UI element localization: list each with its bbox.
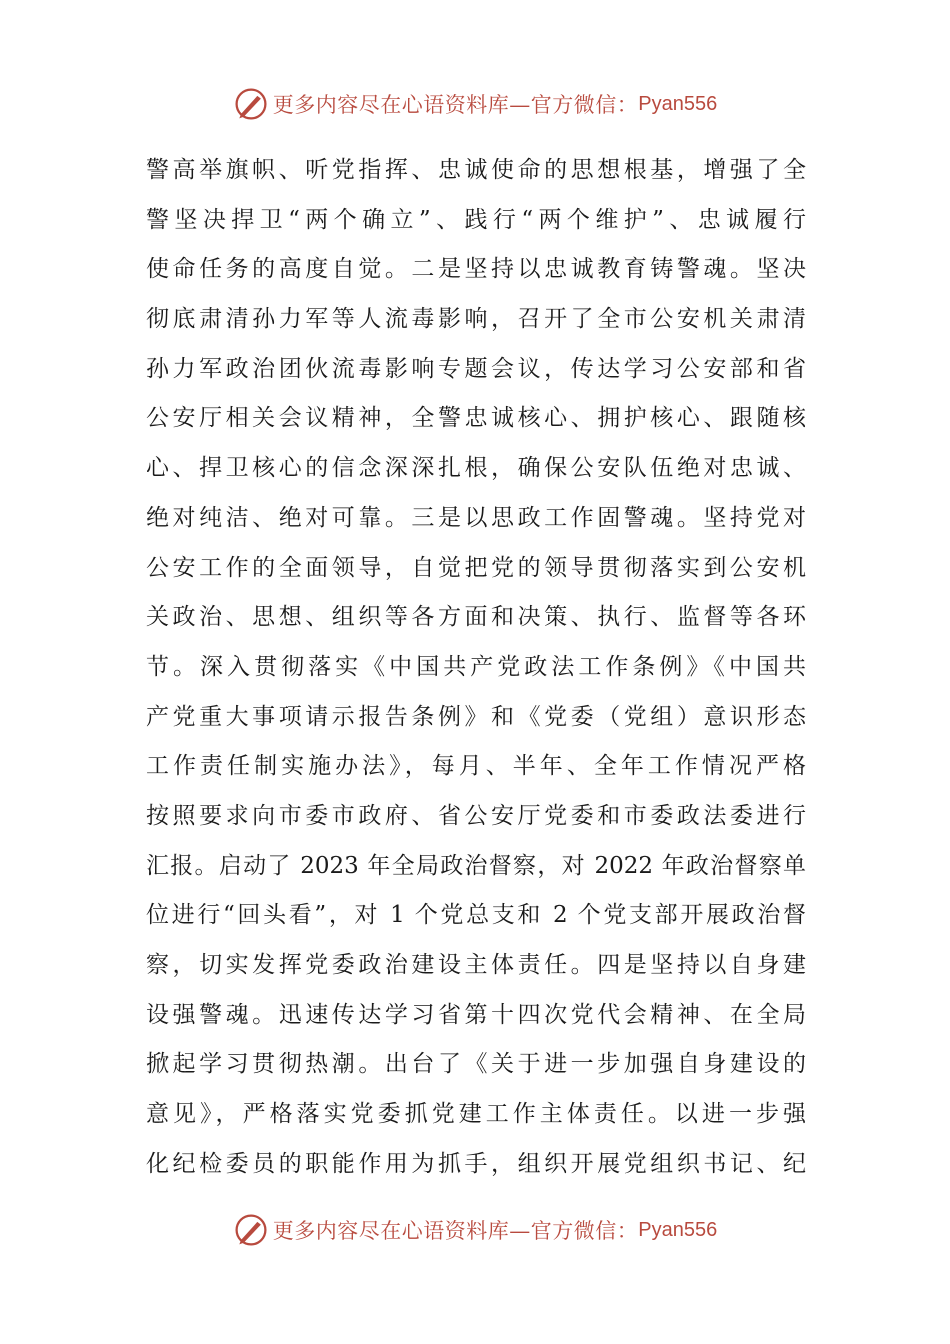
body-line: 警坚决捍卫“两个确立”、践行“两个维护”、忠诚履行 [146, 206, 806, 233]
body-line: 关政治、思想、组织等各方面和决策、执行、监督等各环 [146, 604, 806, 631]
pen-seal-icon [233, 86, 269, 122]
body-line: 警高举旗帜、听党指挥、忠诚使命的思想根基，增强了全 [146, 157, 806, 183]
body-line: 掀起学习贯彻热潮。出台了《关于进一步加强自身建设的 [146, 1051, 806, 1078]
header-banner-text: 更多内容尽在心语资料库—官方微信： [272, 93, 639, 117]
body-line: 位进行“回头看”，对 1 个党总支和 2 个党支部开展政治督 [146, 902, 806, 929]
body-line: 孙力军政治团伙流毒影响专题会议，传达学习公安部和省 [146, 355, 806, 382]
body-line: 公安工作的全面领导，自觉把党的领导贯彻落实到公安机 [146, 554, 806, 581]
body-line: 按照要求向市委市政府、省公安厅党委和市委政法委进行 [146, 802, 806, 829]
body-line: 工作责任制实施办法》，每月、半年、全年工作情况严格 [146, 753, 806, 780]
body-line: 绝对纯洁、绝对可靠。三是以思政工作固警魂。坚持党对 [146, 504, 806, 531]
header-banner [0, 84, 950, 124]
body-line: 设强警魂。迅速传达学习省第十四次党代会精神、在全局 [146, 1001, 806, 1028]
body-line: 彻底肃清孙力军等人流毒影响，召开了全市公安机关肃清 [146, 306, 806, 333]
body-line: 意见》，严格落实党委抓党建工作主体责任。以进一步强 [146, 1101, 806, 1128]
body-line: 节。深入贯彻落实《中国共产党政法工作条例》《中国共 [146, 653, 806, 680]
body-line: 使命任务的高度自觉。二是坚持以忠诚教育铸警魂。坚决 [146, 256, 806, 283]
footer-wechat-id: Pyan556 [638, 1218, 718, 1241]
body-line: 汇报。启动了 2023 年全局政治督察，对 2022 年政治督察单 [146, 852, 806, 879]
body-line: 察，切实发挥党委政治建设主体责任。四是坚持以自身建 [146, 952, 806, 978]
body-line: 化纪检委员的职能作用为抓手，组织开展党组织书记、纪 [146, 1150, 806, 1177]
header-wechat-id: Pyan556 [638, 92, 718, 115]
body-line: 产党重大事项请示报告条例》和《党委（党组）意识形态 [146, 703, 806, 730]
footer-banner [0, 1210, 950, 1250]
document-body [146, 146, 806, 1189]
footer-banner-text: 更多内容尽在心语资料库—官方微信： [272, 1219, 639, 1243]
pen-seal-icon [233, 1212, 269, 1248]
body-line: 公安厅相关会议精神，全警忠诚核心、拥护核心、跟随核 [146, 405, 806, 432]
body-line: 心、捍卫核心的信念深深扎根，确保公安队伍绝对忠诚、 [146, 455, 806, 482]
